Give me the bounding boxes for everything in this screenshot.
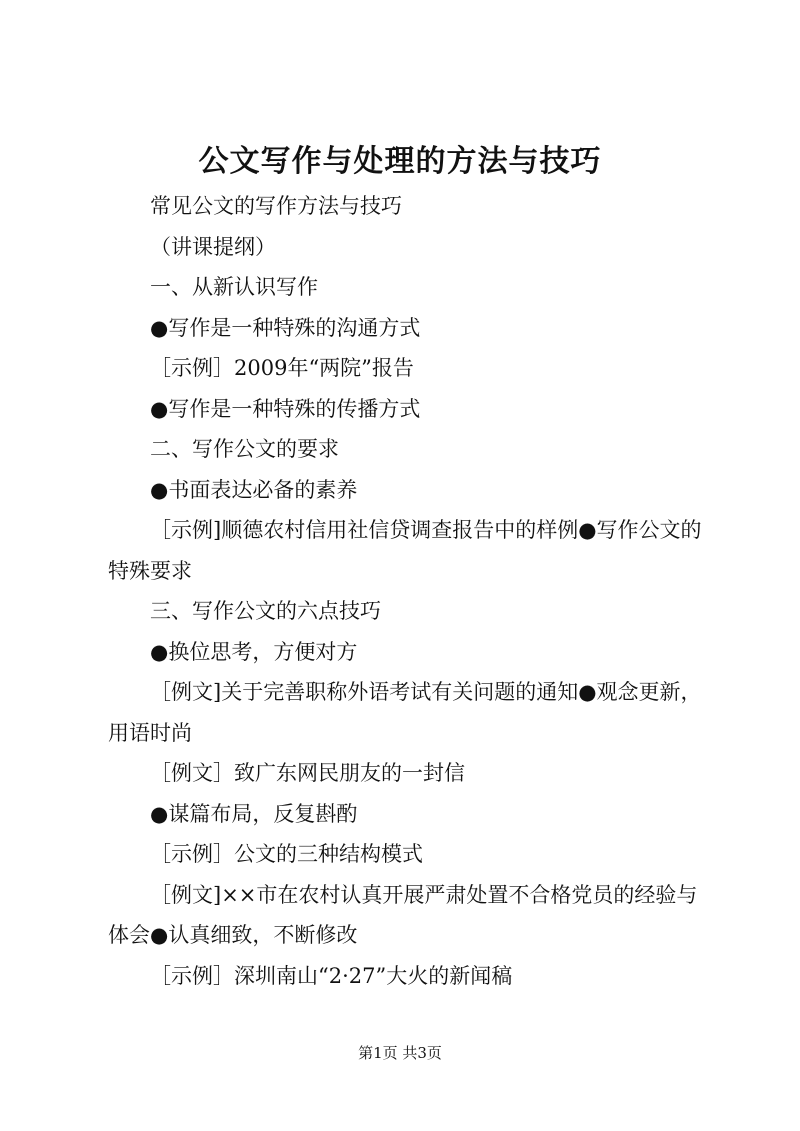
paragraph: ［例文]关于完善职称外语考试有关问题的通知●观念更新，用语时尚 bbox=[108, 680, 702, 745]
paragraph: 二、写作公文的要求 bbox=[150, 437, 339, 461]
paragraph: 三、写作公文的六点技巧 bbox=[150, 599, 381, 623]
page-footer: 第1页 共3页 bbox=[358, 1044, 442, 1062]
paragraph: ［例文]××市在农村认真开展严肃处置不合格党员的经验与体会●认真细致，不断修改 bbox=[108, 882, 698, 947]
paragraph: ●写作是一种特殊的沟通方式 bbox=[150, 315, 421, 340]
paragraph: （讲课提纲） bbox=[150, 234, 276, 259]
paragraph: ●谋篇布局，反复斟酌 bbox=[150, 801, 358, 826]
paragraph: 一、从新认识写作 bbox=[150, 275, 318, 299]
document-title: 公文写作与处理的方法与技巧 bbox=[198, 144, 602, 179]
paragraph: ●换位思考，方便对方 bbox=[150, 639, 358, 664]
document-body bbox=[108, 186, 708, 996]
paragraph: ●书面表达必备的素养 bbox=[150, 477, 358, 502]
paragraph: ［示例］2009年“两院”报告 bbox=[150, 356, 414, 380]
paragraph: ●写作是一种特殊的传播方式 bbox=[150, 396, 421, 421]
paragraph: 常见公文的写作方法与技巧 bbox=[150, 194, 402, 218]
paragraph: ［例文］致广东网民朋友的一封信 bbox=[150, 761, 465, 785]
paragraph: ［示例］深圳南山“2·27”大火的新闻稿 bbox=[150, 963, 513, 988]
paragraph: ［示例］公文的三种结构模式 bbox=[150, 842, 423, 866]
paragraph: ［示例]顺德农村信用社信贷调查报告中的样例●写作公文的特殊要求 bbox=[108, 518, 702, 583]
